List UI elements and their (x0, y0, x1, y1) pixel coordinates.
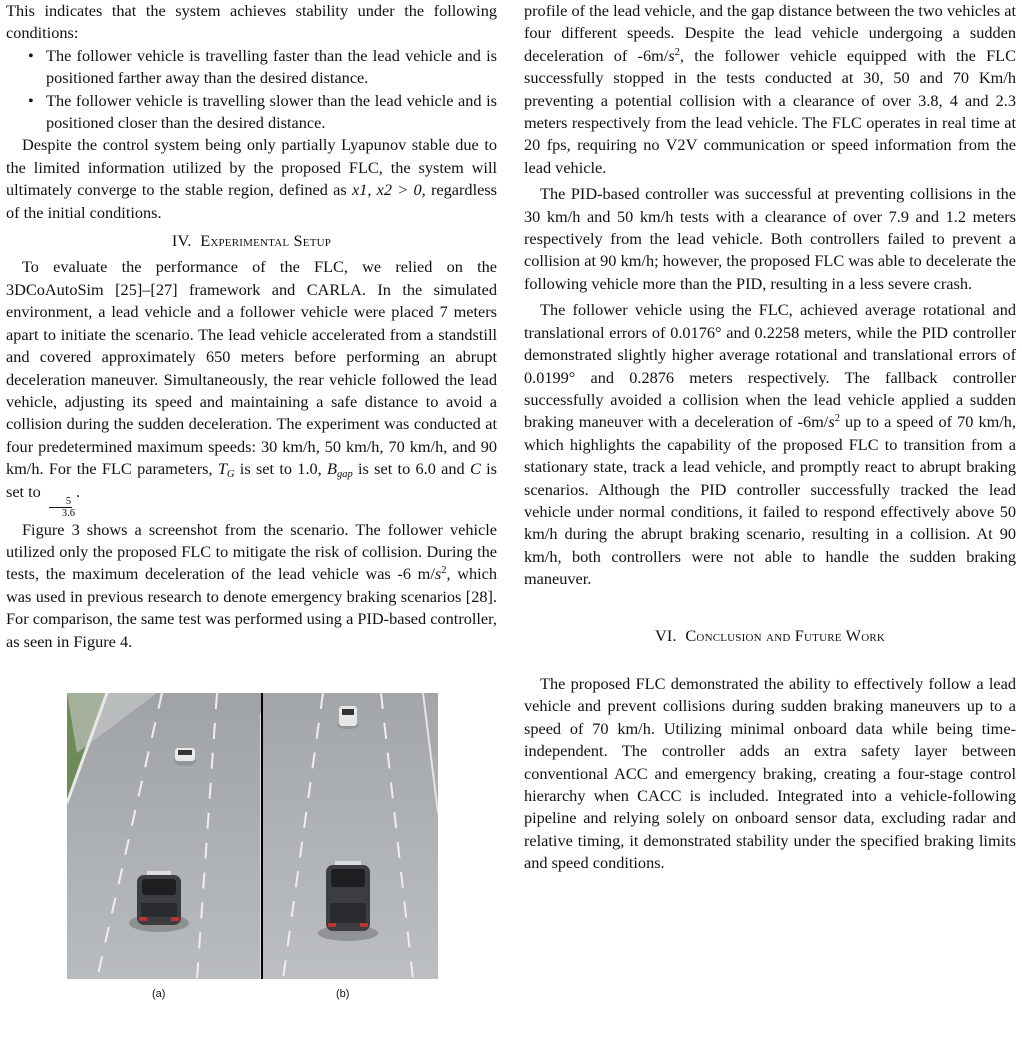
paragraph-flc-results: profile of the lead vehicle, and the gap distance between the two vehicles at four different speeds. Despite the lead vehicle undergoing a sudden deceleration of $-6m/s^2$, the follower vehicle equipped with the FLC successfully stopped in the tests conducted at 30, 50 and 70 Km/h preventing a potential collision with a clearance of over 3.8, 4 and 2.3 meters respectively from the lead vehicle. The FLC operates in real time at 20 fps, requiring no V2V communication or speed information from the lead vehicle. (524, 1, 1016, 177)
fraction: $\frac{5}{3.6}$ (46, 496, 75, 519)
paragraph-pid-results: The PID-based controller was successful at preventing collisions in the 30 km/h and 50 km/h tests with a clearance of over 7.9 and 1.2 meters respectively from the lead vehicle. Both controllers failed to prevent a collision at 90 km/h; however, the proposed FLC was able to decelerate the following vehicle more than the PID, resulting in a less severe crash. (524, 184, 1016, 293)
paragraph-stability-intro: This indicates that the system achieves stability under the following conditions: (6, 1, 497, 43)
stability-conditions-list (6, 45, 497, 135)
right-column (524, 0, 1016, 875)
section-heading-experimental-setup: IV. Experimental Setup (171, 231, 332, 251)
left-column (6, 0, 497, 653)
paragraph-setup: To evaluate the performance of the FLC, we relied on the 3DCoAutoSim [25]–[27] framework and CARLA. In the simulated environment, a lead vehicle and a follower vehicle were placed 7 meters apart to initiate the scenario. The lead vehicle accelerated from a standstill and covered approximately 650 meters before performing an abrupt deceleration maneuver. Simultaneously, the rear vehicle followed the lead vehicle, adjusting its speed and maintaining a safe distance to avoid a collision during the sudden deceleration. The experiment was conducted at four predetermined maximum speeds: 30 km/h, 50 km/h, 70 km/h, and 90 km/h. For the FLC parameters, $T_G$ is set to 1.0, $B_{gap}$ is set to 6.0 and C is set to $\frac{5}{3.6}$ . (6, 257, 497, 519)
paragraph-lyapunov: Despite the control system being only partially Lyapunov stable due to the limited information utilized by the proposed FLC, the system will ultimately converge to the stable region, defined as x1, x2 > 0, regardless of the initial conditions. (6, 135, 497, 222)
figure-label-a: (a) (152, 988, 166, 1000)
figure-panel-a (67, 693, 261, 979)
figure-simulation-screenshot (67, 693, 438, 979)
list-item: • The follower vehicle is travelling faster than the lead vehicle and is positioned farther away than the desired distance. (22, 45, 497, 90)
figure-panel-b (263, 693, 438, 979)
figure-label-b: (b) (336, 988, 350, 1000)
paragraph-errors: The follower vehicle using the FLC, achieved average rotational and translational errors of 0.0176° and 0.2258 meters, while the PID controller demonstrated slightly higher average rotational and translational errors of 0.0199° and 0.2876 meters respectively. The fallback controller successfully avoided a collision when the lead vehicle applied a sudden braking maneuver with a deceleration of $-6m/s^2$ up to a speed of 70 km/h, which highlights the capability of the proposed FLC to transition from a stationary state, track a lead vehicle, and promptly react to abrupt braking scenarios. Although the PID controller successfully tracked the lead vehicle under normal conditions, it failed to respond effectively above 50 km/h during the abrupt braking scenario, resulting in a collision. At 90 km/h, both controllers were not able to handle the sudden braking maneuver. (524, 300, 1017, 589)
paragraph-conclusion: The proposed FLC demonstrated the ability to effectively follow a lead vehicle and prevent collisions during sudden braking maneuvers up to a speed of 70 km/h. Utilizing minimal onboard data while being time-independent. The controller adds an extra safety layer between conventional ACC and emergency braking, creating a four-stage control hierarchy when CACC is included. Integrated into a vehicle-following pipeline and relying solely on onboard sensor data, excluding radar and relative timing, it demonstrated stability under the specified braking limits and speed conditions. (524, 673, 1016, 873)
list-item: • The follower vehicle is travelling slower than the lead vehicle and is positioned closer than the desired distance. (22, 90, 497, 135)
paragraph-figure3: Figure 3 shows a screenshot from the scenario. The follower vehicle utilized only the proposed FLC to mitigate the risk of collision. During the tests, the maximum deceleration of the lead vehicle was -6 $m/s^2$, which was used in previous research to denote emergency braking scenarios [28]. For comparison, the same test was performed using a PID-based controller, as seen in Figure 4. (6, 519, 498, 651)
math-inline: x1, x2 > 0 (351, 180, 422, 200)
section-heading-conclusion: VI. Conclusion and Future Work (654, 625, 886, 645)
